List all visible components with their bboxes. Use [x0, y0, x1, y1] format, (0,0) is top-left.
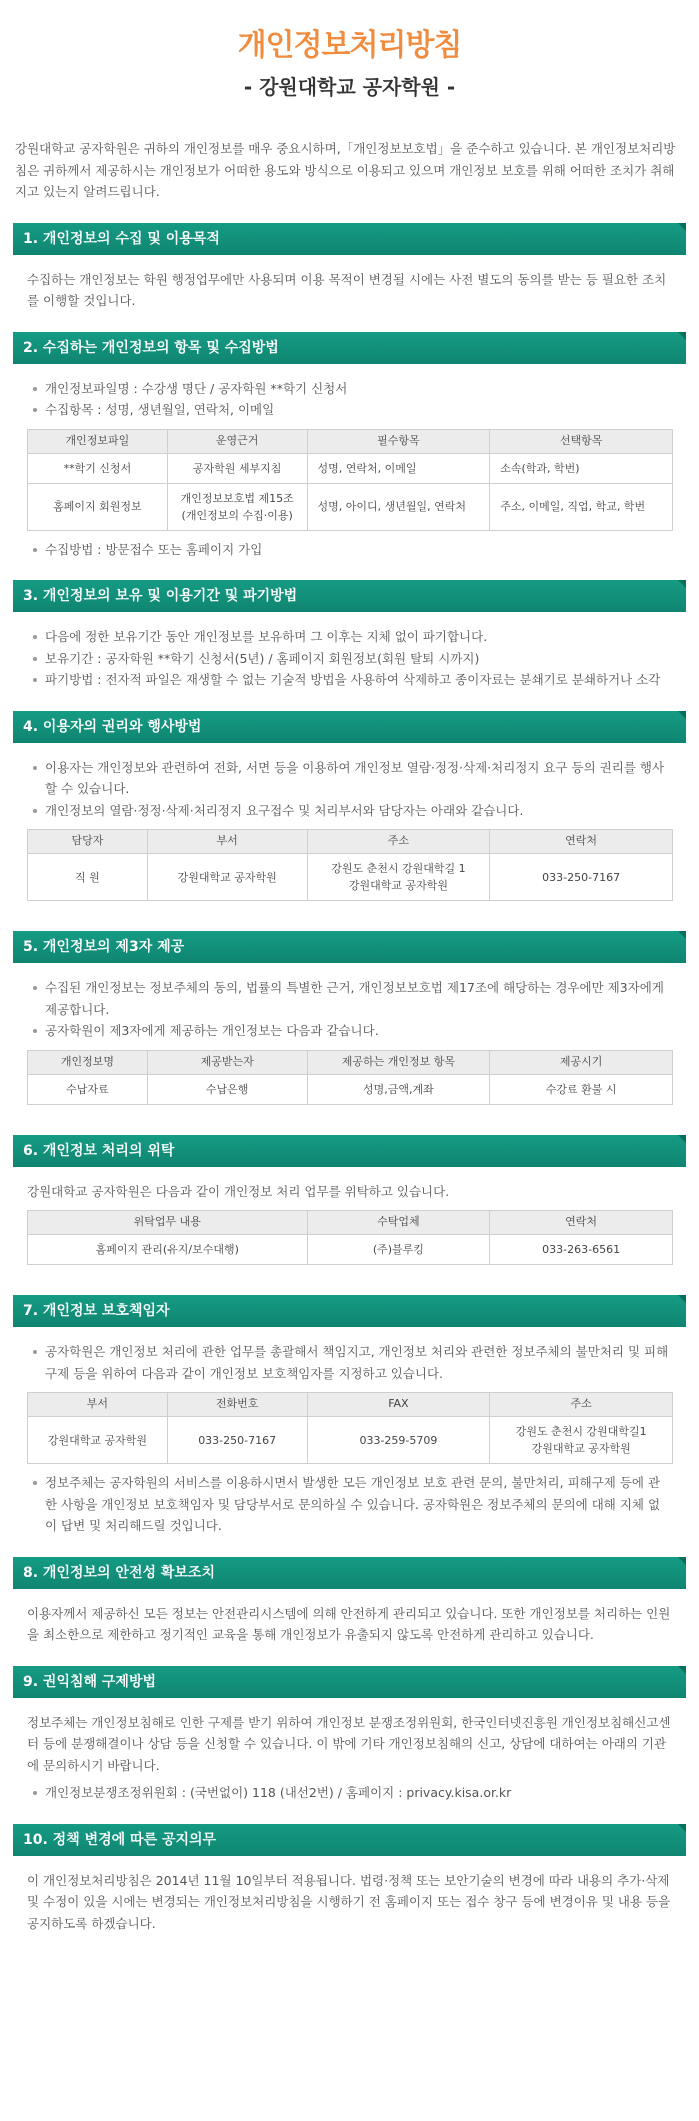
- section-9-text: 정보주체는 개인정보침해로 인한 구제를 받기 위하여 개인정보 분쟁조정위원회, 한국인터넷진흥원 개인정보침해신고센터 등에 분쟁해결이나 상담 등을 신청할 수 있습니다. 이 밖에 기타 개인정보침해의 신고, 상담에 대하여는 아래의 기관에 문의하시기 바랍니다.: [27, 1714, 671, 1773]
- table-header-cell: 부서: [147, 830, 307, 854]
- list-item: 정보주체는 공자학원의 서비스를 이용하시면서 발생한 모든 개인정보 보호 관련 문의, 불만처리, 피해구제 등에 관한 사항을 개인정보 보호책임자 및 담당부서로 문의하실 수 있습니다. 공자학원은 정보주체의 문의에 대해 지체 없이 답변 및 처리해드릴 것입니다.: [33, 1472, 672, 1537]
- section-7-heading: 7. 개인정보 보호책임자: [13, 1295, 686, 1327]
- list-item: 수집방법 : 방문접수 또는 홈페이지 가입: [33, 539, 672, 561]
- section-10-heading: 10. 정책 변경에 따른 공지의무: [13, 1824, 686, 1856]
- section-5-list: [13, 977, 686, 1042]
- table-header-cell: FAX: [307, 1393, 490, 1417]
- table-cell: 직 원: [28, 854, 148, 901]
- table-header-row: [28, 830, 673, 854]
- table-cell: 강원도 춘천시 강원대학길 1 강원대학교 공자학원: [307, 854, 490, 901]
- table-cell: 033-263-6561: [490, 1235, 673, 1265]
- table-cell: 수납자료: [28, 1074, 148, 1104]
- table-header-cell: 제공받는자: [147, 1050, 307, 1074]
- list-item: 개인정보분쟁조정위원회 : (국번없이) 118 (내선2번) / 홈페이지 : privacy.kisa.or.kr: [33, 1782, 672, 1804]
- table-cell: 033-250-7167: [490, 854, 673, 901]
- table-cell: 공자학원 세부지침: [167, 453, 307, 483]
- table-cell: 강원대학교 공자학원: [28, 1417, 168, 1464]
- table-cell: 강원대학교 공자학원: [147, 854, 307, 901]
- section-8-heading: 8. 개인정보의 안전성 확보조치: [13, 1557, 686, 1589]
- table-header-cell: 개인정보명: [28, 1050, 148, 1074]
- section-9-heading: 9. 권익침해 구제방법: [13, 1666, 686, 1698]
- page-subtitle: - 강원대학교 공자학원 -: [243, 75, 456, 99]
- table-header-cell: 연락처: [490, 830, 673, 854]
- table-header-cell: 담당자: [28, 830, 148, 854]
- table-row: [28, 1417, 673, 1464]
- list-item: 보유기간 : 공자학원 **학기 신청서(5년) / 홈페이지 회원정보(회원 탈퇴 시까지): [33, 648, 672, 670]
- section-2-list-after: [13, 539, 686, 561]
- table-cell: 수납은행: [147, 1074, 307, 1104]
- table-cell: 소속(학과, 학번): [490, 453, 673, 483]
- intro-text: 강원대학교 공자학원은 귀하의 개인정보를 매우 중요시하며,「개인정보보호법」을 준수하고 있습니다. 본 개인정보처리방침은 귀하께서 제공하시는 개인정보가 어떠한 용도와 방식으로 이용되고 있으며 개인정보 보호를 위해 어떠한 조치가 취해지고 있는지 알려드립니다.: [15, 141, 676, 199]
- table-row: [28, 453, 673, 483]
- table-header-row: [28, 1393, 673, 1417]
- table-header-cell: 운영근거: [167, 429, 307, 453]
- table-cell: **학기 신청서: [28, 453, 168, 483]
- table-header-cell: 위탁업무 내용: [28, 1211, 308, 1235]
- list-item: 개인정보파일명 : 수강생 명단 / 공자학원 **학기 신청서: [33, 378, 672, 400]
- table-header-cell: 제공하는 개인정보 항목: [307, 1050, 490, 1074]
- section-7-list-after: [13, 1472, 686, 1537]
- table-header-cell: 개인정보파일: [28, 429, 168, 453]
- section-6-heading: 6. 개인정보 처리의 위탁: [13, 1135, 686, 1167]
- section-8-text: 이용자께서 제공하신 모든 정보는 안전관리시스템에 의해 안전하게 관리되고 있습니다. 또한 개인정보를 처리하는 인원을 최소한으로 제한하고 정기적인 교육을 통해 개인정보가 유출되지 않도록 안전하게 관리하고 있습니다.: [27, 1605, 671, 1643]
- table-header-cell: 주소: [307, 830, 490, 854]
- contact-table: [27, 829, 673, 901]
- table-cell: 홈페이지 회원정보: [28, 483, 168, 530]
- section-9-list: [13, 1782, 686, 1804]
- table-cell: (주)블루킹: [307, 1235, 490, 1265]
- table-cell: 성명, 아이디, 생년월일, 연락처: [307, 483, 490, 530]
- table-cell: 강원도 춘천시 강원대학길1 강원대학교 공자학원: [490, 1417, 673, 1464]
- section-1-text: 수집하는 개인정보는 학원 행정업무에만 사용되며 이용 목적이 변경될 시에는 사전 별도의 동의를 받는 등 필요한 조치를 이행할 것입니다.: [27, 271, 667, 308]
- table-row: [28, 483, 673, 530]
- table-cell: 수강료 환불 시: [490, 1074, 673, 1104]
- table-row: [28, 854, 673, 901]
- list-item: 수집된 개인정보는 정보주체의 동의, 법률의 특별한 근거, 개인정보보호법 제17조에 해당하는 경우에만 제3자에게 제공합니다.: [33, 977, 672, 1020]
- table-header-cell: 연락처: [490, 1211, 673, 1235]
- privacy-officer-table: [27, 1392, 673, 1464]
- section-1-heading: 1. 개인정보의 수집 및 이용목적: [13, 223, 686, 255]
- table-row: [28, 1235, 673, 1265]
- table-cell: 033-259-5709: [307, 1417, 490, 1464]
- collection-items-table: [27, 429, 673, 531]
- section-6-text: 강원대학교 공자학원은 다음과 같이 개인정보 처리 업무를 위탁하고 있습니다.: [27, 1183, 450, 1199]
- section-2-list: [13, 378, 686, 421]
- section-4-list: [13, 757, 686, 822]
- list-item: 개인정보의 열람·정정·삭제·처리정지 요구접수 및 처리부서와 담당자는 아래와 같습니다.: [33, 800, 672, 822]
- section-5-heading: 5. 개인정보의 제3자 제공: [13, 931, 686, 963]
- table-header-cell: 수탁업체: [307, 1211, 490, 1235]
- table-cell: 개인정보보호법 제15조 (개인정보의 수집·이용): [167, 483, 307, 530]
- section-7-list: [13, 1341, 686, 1384]
- section-3-list: [13, 626, 686, 691]
- third-party-table: [27, 1050, 673, 1105]
- page-title: 개인정보처리방침: [237, 28, 462, 63]
- list-item: 이용자는 개인정보와 관련하여 전화, 서면 등을 이용하여 개인정보 열람·정정·삭제·처리정지 요구 등의 권리를 행사할 수 있습니다.: [33, 757, 672, 800]
- table-cell: 홈페이지 관리(유지/보수대행): [28, 1235, 308, 1265]
- list-item: 공자학원은 개인정보 처리에 관한 업무를 총괄해서 책임지고, 개인정보 처리와 관련한 정보주체의 불만처리 및 피해구제 등을 위하여 다음과 같이 개인정보 보호책임자를 지정하고 있습니다.: [33, 1341, 672, 1384]
- table-cell: 033-250-7167: [167, 1417, 307, 1464]
- table-row: [28, 1074, 673, 1104]
- table-header-cell: 선택항목: [490, 429, 673, 453]
- section-3-heading: 3. 개인정보의 보유 및 이용기간 및 파기방법: [13, 580, 686, 612]
- list-item: 수집항목 : 성명, 생년월일, 연락처, 이메일: [33, 399, 672, 421]
- table-header-cell: 전화번호: [167, 1393, 307, 1417]
- section-10-text: 이 개인정보처리방침은 2014년 11월 10일부터 적용됩니다. 법령·정책 또는 보안기술의 변경에 따라 내용의 추가·삭제 및 수정이 있을 시에는 변경되는 개인정보처리방침을 시행하기 전 홈페이지 또는 접수 창구 등에 변경이유 및 내용 등을 공지하도록 하겠습니다.: [27, 1872, 671, 1931]
- list-item: 공자학원이 제3자에게 제공하는 개인정보는 다음과 같습니다.: [33, 1020, 672, 1042]
- section-2-heading: 2. 수집하는 개인정보의 항목 및 수집방법: [13, 332, 686, 364]
- table-header-row: [28, 1050, 673, 1074]
- table-header-cell: 필수항목: [307, 429, 490, 453]
- table-cell: 성명, 연락처, 이메일: [307, 453, 490, 483]
- table-header-cell: 부서: [28, 1393, 168, 1417]
- list-item: 파기방법 : 전자적 파일은 재생할 수 없는 기술적 방법을 사용하여 삭제하고 종이자료는 분쇄기로 분쇄하거나 소각: [33, 669, 672, 691]
- table-cell: 성명,금액,계좌: [307, 1074, 490, 1104]
- outsourcing-table: [27, 1210, 673, 1265]
- table-header-row: [28, 429, 673, 453]
- table-header-cell: 주소: [490, 1393, 673, 1417]
- table-cell: 주소, 이메일, 직업, 학교, 학번: [490, 483, 673, 530]
- table-header-row: [28, 1211, 673, 1235]
- section-4-heading: 4. 이용자의 권리와 행사방법: [13, 711, 686, 743]
- table-header-cell: 제공시기: [490, 1050, 673, 1074]
- list-item: 다음에 정한 보유기간 동안 개인정보를 보유하며 그 이후는 지체 없이 파기합니다.: [33, 626, 672, 648]
